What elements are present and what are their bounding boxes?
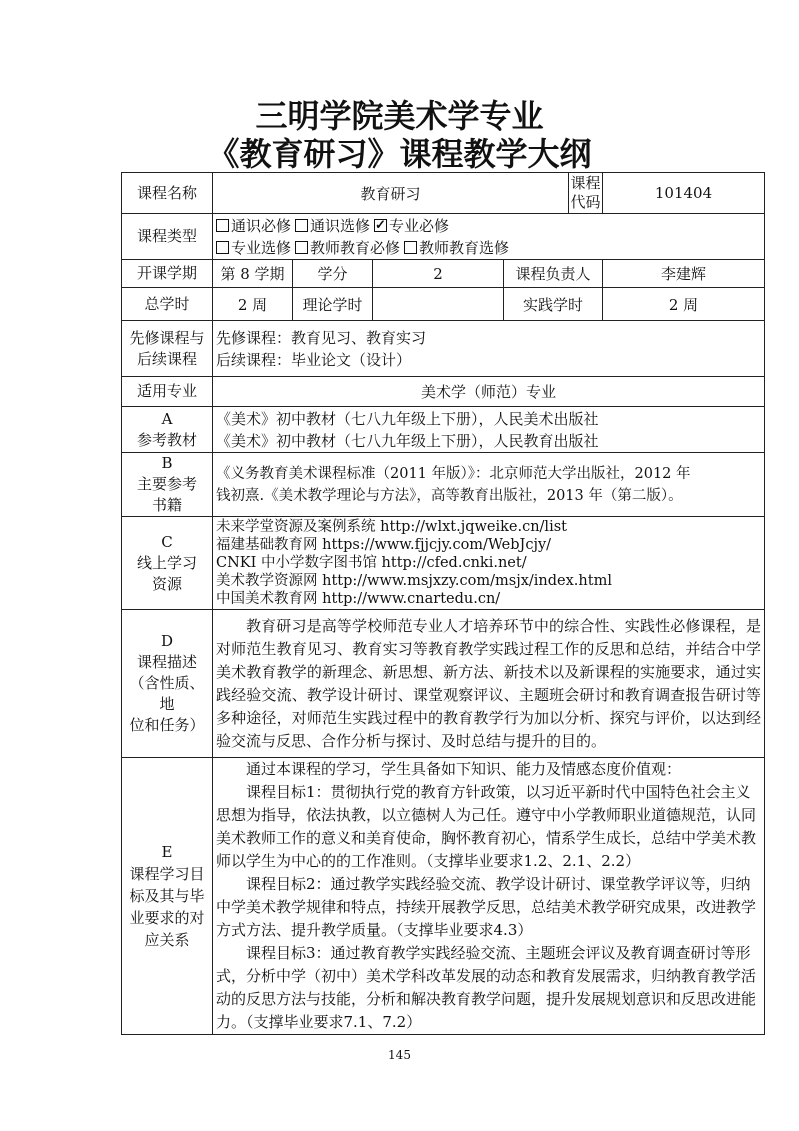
ref-line: 钱初熹.《美术教学理论与方法》，高等教育出版社，2013 年（第二版）。 <box>216 487 683 504</box>
label-practice-hours: 实践学时 <box>504 288 603 321</box>
row-prereq <box>122 321 765 377</box>
goal-1: 课程目标1：贯彻执行党的教育方针政策，以习近平新时代中国特色社会主义思想为指导，依法执教，以立德树人为己任。遵守中小学教师职业道德规范，认同美术教师工作的意义和美育使命，胸怀教育初心，情系学生成长，总结中学美术教师以学生为中心的的工作准则。（支撑毕业要求1.2、2.1、2.2） <box>216 783 757 870</box>
label-course-code: 课程 代码 <box>569 173 603 214</box>
checkbox-option[interactable]: 专业选修 <box>216 237 291 259</box>
row-textbook <box>122 407 765 453</box>
goal-2: 课程目标2：通过教学实践经验交流、教学设计研讨、课堂教学评议等，归纳中学美术教学规律和特点，持续开展教学反思，总结美术教学研究成果，改进教学方式方法、提升教学质量。（支撑毕业要求4.3） <box>216 875 757 939</box>
checkbox-icon <box>295 219 308 232</box>
value-prereq <box>213 321 765 377</box>
row-semester <box>122 260 765 288</box>
value-course-code: 101404 <box>603 173 765 214</box>
label-goals: E 课程学习目 标及其与毕 业要求的对 应关系 <box>122 758 213 1035</box>
checkbox-option[interactable]: 通识选修 <box>295 215 370 237</box>
checkbox-icon <box>404 241 417 254</box>
label-course-name: 课程名称 <box>122 173 213 214</box>
row-course-type <box>122 214 765 260</box>
resource-line: 美术教学资源网 http://www.msjxzy.com/msjx/index.html <box>216 573 612 589</box>
textbook-line: 《美术》初中教材（七八九年级上下册），人民美术出版社 <box>216 409 599 428</box>
course-type-options <box>213 214 765 260</box>
value-credit: 2 <box>373 260 504 288</box>
row-online <box>122 517 765 610</box>
resource-line: CNKI 中小学数字图书馆 http://cfed.cnki.net/ <box>216 555 527 571</box>
document-title-line1: 三明学院美术学专业 <box>255 97 544 135</box>
label-semester: 开课学期 <box>122 260 213 288</box>
value-textbook <box>213 407 765 453</box>
row-major <box>122 377 765 407</box>
value-theory-hours <box>373 288 504 321</box>
checkbox-option[interactable]: 教师教育选修 <box>404 237 509 259</box>
value-total-hours: 2 周 <box>213 288 293 321</box>
label-online: C 线上学习 资源 <box>122 517 213 610</box>
page-number: 145 <box>388 1048 411 1062</box>
checkbox-option[interactable]: 教师教育必修 <box>295 237 400 259</box>
label-leader: 课程负责人 <box>504 260 603 288</box>
goals-intro: 通过本课程的学习，学生具备如下知识、能力及情感态度价值观： <box>246 760 682 778</box>
label-major: 适用专业 <box>122 377 213 407</box>
goal-3: 课程目标3：通过教育教学实践经验交流、主题班会评议及教育调查研讨等形式，分析中学（初中）美术学科改革发展的动态和教育发展需求，归纳教育教学活动的反思方法与技能，分析和解决教育教学问题，提升发展规划意识和反思改进能力。（支撑毕业要求7.1、7.2） <box>216 944 757 1031</box>
value-goals <box>213 758 765 1035</box>
label-theory-hours: 理论学时 <box>293 288 373 321</box>
row-refs <box>122 453 765 517</box>
syllabus-table <box>121 172 765 1035</box>
label-course-type: 课程类型 <box>122 214 213 260</box>
row-course-name <box>122 173 765 214</box>
value-course-name: 教育研习 <box>213 173 569 214</box>
prereq-line: 先修课程：教育见习、教育实习 <box>216 328 427 347</box>
textbook-line: 《美术》初中教材（七八九年级上下册），人民教育出版社 <box>216 431 599 450</box>
row-goals <box>122 758 765 1035</box>
resource-line: 福建基础教育网 https://www.fjjcjy.com/WebJcjy/ <box>216 537 552 553</box>
checkbox-icon <box>216 241 229 254</box>
value-major: 美术学（师范）专业 <box>213 377 765 407</box>
label-credit: 学分 <box>293 260 373 288</box>
value-practice-hours: 2 周 <box>603 288 765 321</box>
value-semester: 第 8 学期 <box>213 260 293 288</box>
value-description <box>213 610 765 758</box>
description-text: 教育研习是高等学校师范专业人才培养环节中的综合性、实践性必修课程，是对师范生教育见习、教育实习等教育教学实践过程工作的反思和总结，并结合中学美术教育教学的新理念、新思想、新方法、新技术以及新课程的实施要求，通过实践经验交流、教学设计研讨、课堂观察评议、主题班会研讨和教育调查报告研讨等多种途径，对师范生实践过程中的教育教学行为加以分析、探究与评价，以达到经验交流与反思、合作分析与探讨、及时总结与提升的目的。 <box>216 616 762 750</box>
checkbox-option[interactable]: 通识必修 <box>216 215 291 237</box>
row-hours <box>122 288 765 321</box>
value-refs <box>213 453 765 517</box>
row-description <box>122 610 765 758</box>
followup-line: 后续课程：毕业论文（设计） <box>216 350 412 369</box>
document-title-line2: 《教育研习》课程教学大纲 <box>207 135 592 173</box>
checkbox-icon <box>216 219 229 232</box>
label-refs: B 主要参考 书籍 <box>122 453 213 517</box>
label-prereq: 先修课程与 后续课程 <box>122 321 213 377</box>
checkbox-checked-icon <box>374 219 387 232</box>
ref-line: 《义务教育美术课程标准（2011 年版）》：北京师范大学出版社，2012 年 <box>216 465 691 482</box>
value-online <box>213 517 765 610</box>
value-leader: 李建辉 <box>603 260 765 288</box>
checkbox-option[interactable]: ✓ 专业必修 <box>374 215 449 237</box>
label-description: D 课程描述 （含性质、地 位和任务） <box>122 610 213 758</box>
checkbox-icon <box>295 241 308 254</box>
resource-line: 中国美术教育网 http://www.cnartedu.cn/ <box>216 591 501 607</box>
label-textbook: A 参考教材 <box>122 407 213 453</box>
resource-line: 未来学堂资源及案例系统 http://wlxt.jqweike.cn/list <box>216 519 567 535</box>
label-total-hours: 总学时 <box>122 288 213 321</box>
